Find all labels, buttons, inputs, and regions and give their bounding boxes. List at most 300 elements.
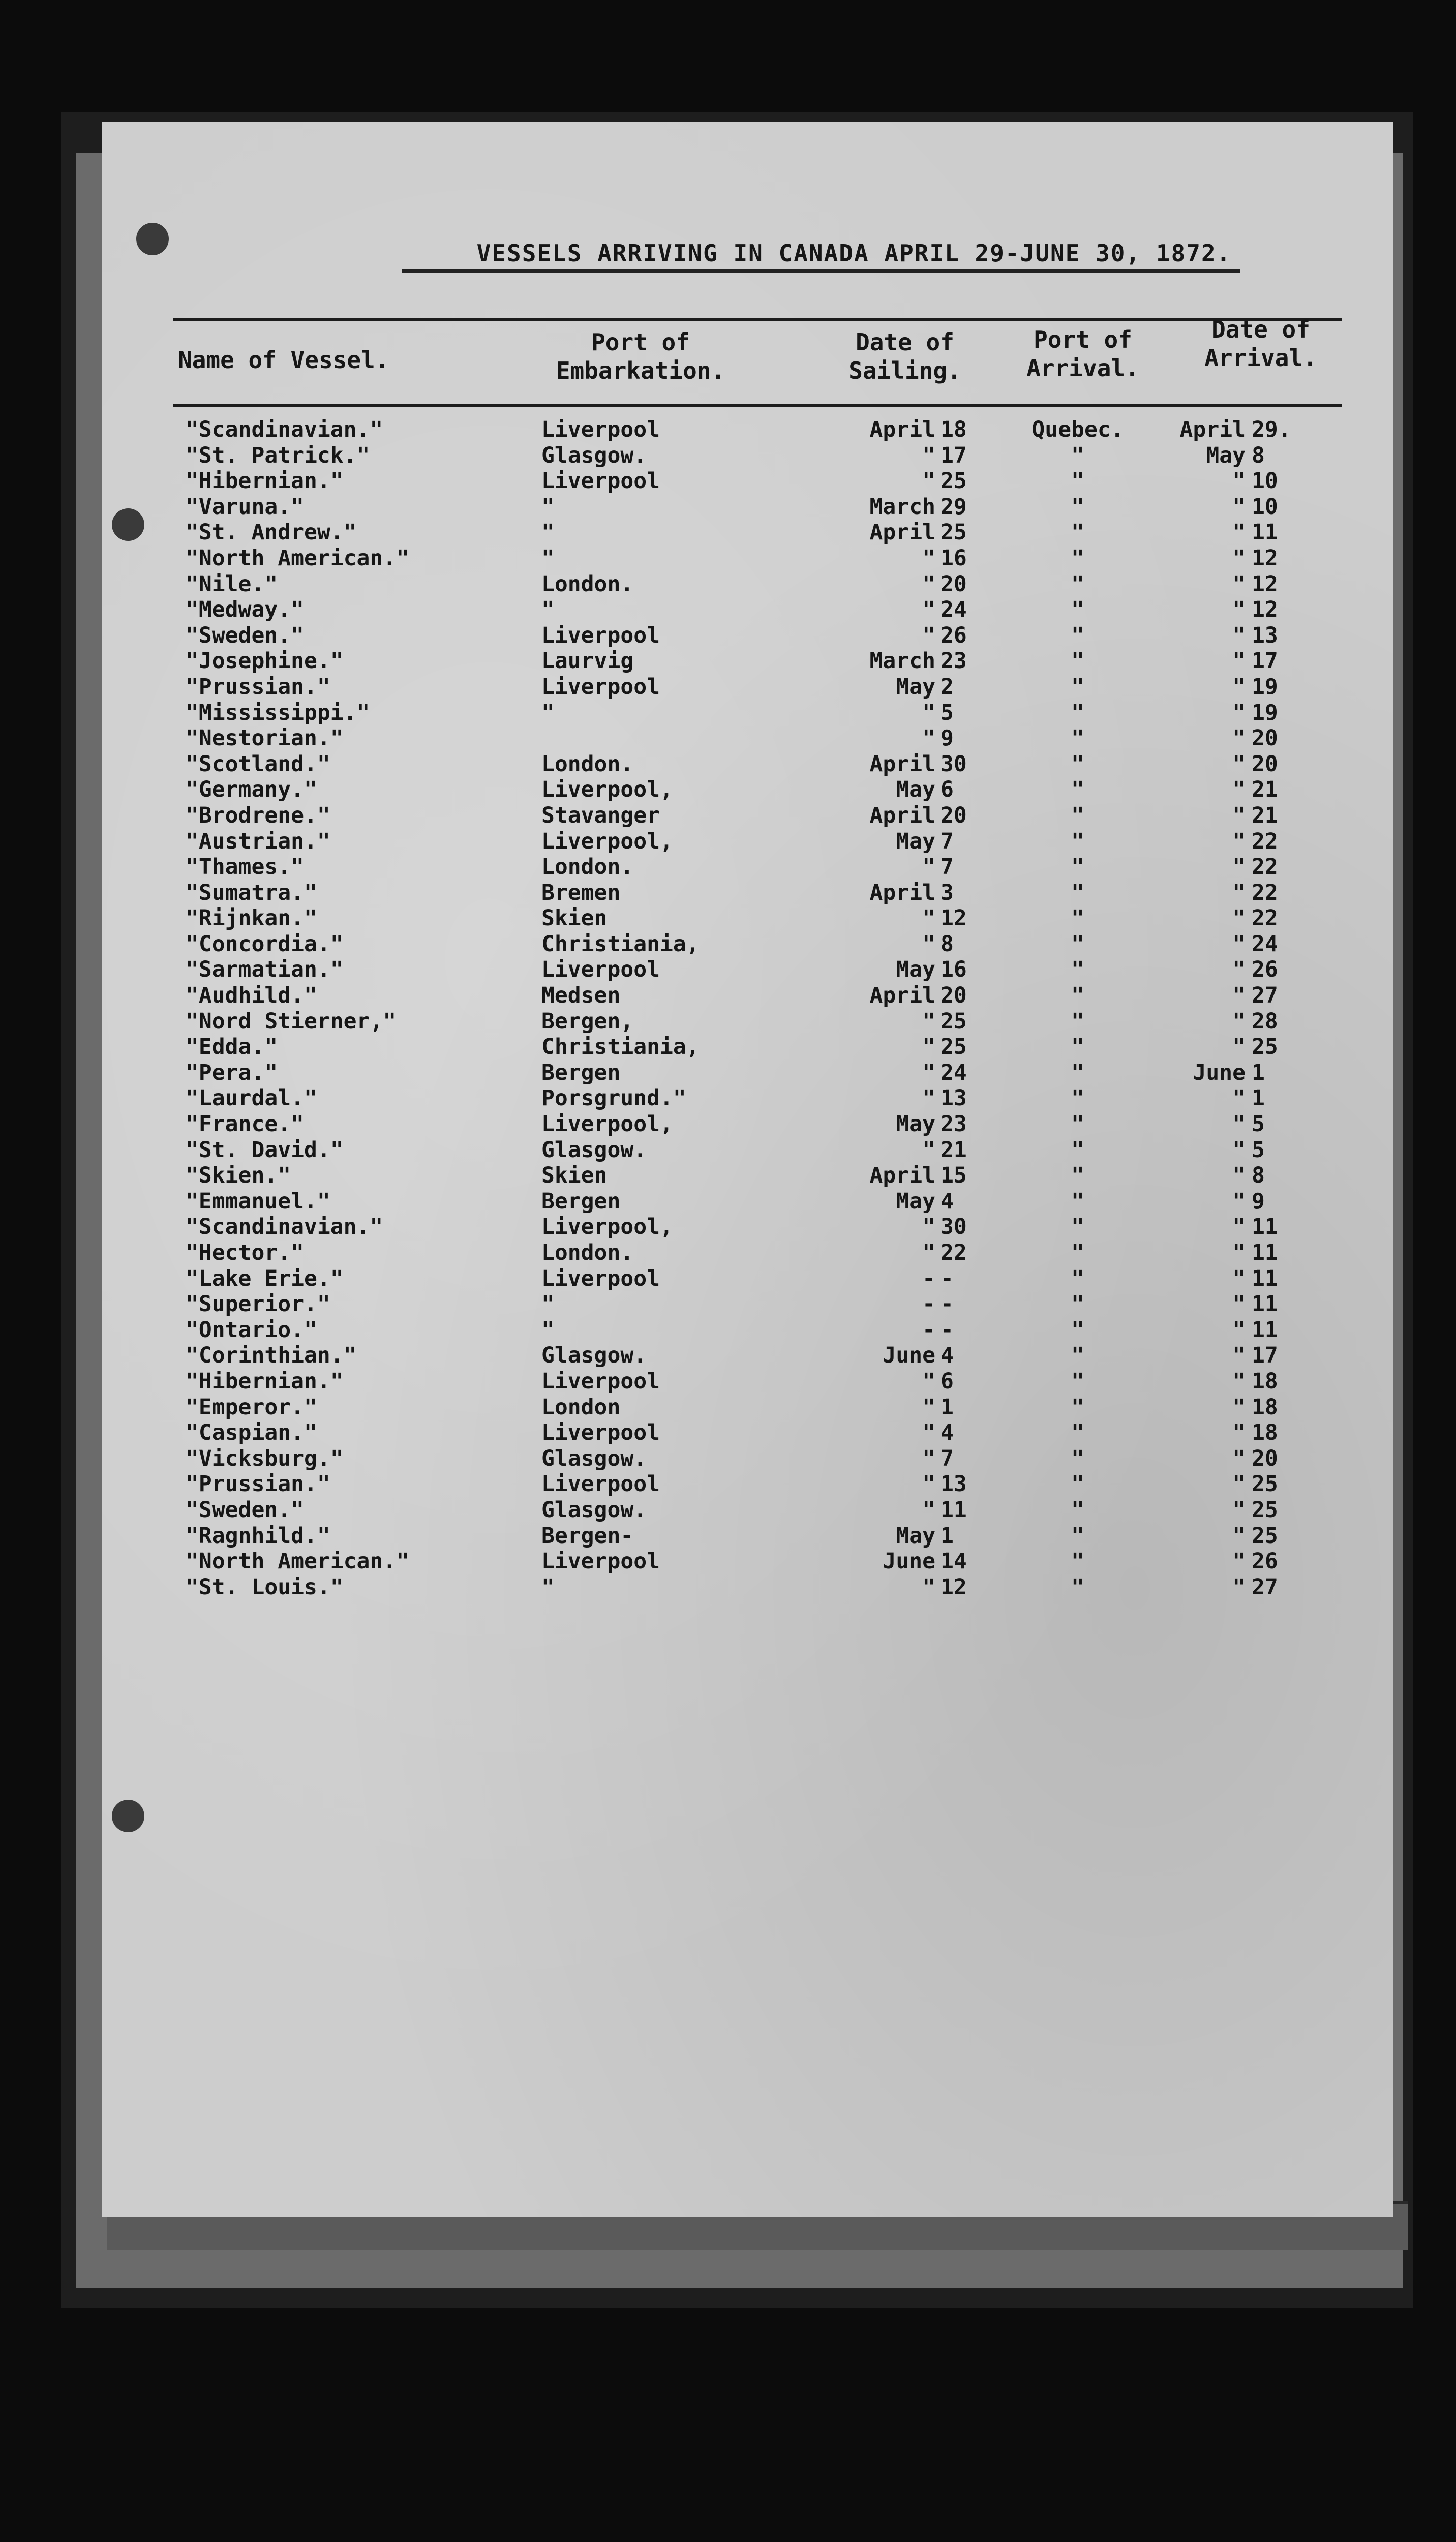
arrival-month: " (1232, 597, 1246, 623)
port-of-arrival: " (1071, 751, 1084, 777)
vessel-name: "St. Andrew." (186, 520, 357, 546)
sailing-day: 25 (941, 520, 967, 546)
sailing-day: 4 (941, 1420, 954, 1446)
arrival-day: 12 (1252, 571, 1278, 597)
vessel-name: "Prussian." (186, 674, 330, 700)
vessel-name: "Laurdal." (186, 1085, 317, 1111)
port-of-arrival: " (1071, 1060, 1084, 1085)
arrival-month: April (1179, 417, 1246, 442)
vessel-name: "Mississippi." (186, 700, 370, 725)
arrival-month: " (1232, 828, 1246, 854)
port-of-embarkation: " (541, 700, 555, 725)
port-of-arrival: " (1071, 1085, 1084, 1111)
vessel-name: "Emmanuel." (186, 1188, 330, 1214)
arrival-month: " (1232, 1497, 1246, 1523)
arrival-month: May (1206, 442, 1246, 468)
vessel-name: "Lake Erie." (186, 1265, 344, 1291)
port-of-arrival: " (1071, 725, 1084, 751)
arrival-month: June (1193, 1060, 1246, 1085)
sailing-day: 11 (941, 1497, 967, 1523)
sailing-month: May (896, 1188, 935, 1214)
sailing-day: 22 (941, 1240, 967, 1265)
arrival-day: 28 (1252, 1008, 1278, 1034)
arrival-month: " (1232, 468, 1246, 494)
port-of-arrival: " (1071, 1445, 1084, 1471)
sailing-day: 24 (941, 597, 967, 623)
port-of-embarkation: " (541, 597, 555, 623)
port-of-arrival: " (1071, 674, 1084, 700)
vessel-name: "Audhild." (186, 983, 317, 1009)
arrival-day: 27 (1252, 1574, 1278, 1600)
table-row (102, 777, 1393, 803)
vessel-name: "Brodrene." (186, 802, 330, 828)
table-row (102, 1291, 1393, 1317)
sailing-day: 20 (941, 983, 967, 1009)
vessel-table (102, 417, 1393, 1600)
sailing-day: 17 (941, 442, 967, 468)
table-row (102, 1214, 1393, 1240)
vessel-name: "North American." (186, 545, 410, 571)
arrival-day: 11 (1252, 1240, 1278, 1265)
port-of-arrival: " (1071, 1549, 1084, 1575)
port-of-embarkation: Glasgow. (541, 1497, 647, 1523)
arrival-day: 24 (1252, 931, 1278, 957)
port-of-arrival: " (1071, 622, 1084, 648)
vessel-name: "Skien." (186, 1163, 291, 1189)
arrival-month: " (1232, 880, 1246, 905)
sailing-day: 26 (941, 622, 967, 648)
port-of-arrival: " (1071, 1523, 1084, 1549)
port-of-arrival: " (1071, 1574, 1084, 1600)
port-of-arrival: " (1071, 494, 1084, 520)
table-row (102, 751, 1393, 777)
vessel-name: "Pera." (186, 1060, 278, 1085)
port-of-arrival: " (1071, 983, 1084, 1009)
arrival-day: 20 (1252, 751, 1278, 777)
vessel-name: "Ragnhild." (186, 1523, 330, 1549)
vessel-name: "Superior." (186, 1291, 330, 1317)
table-row (102, 443, 1393, 469)
table-row (102, 829, 1393, 855)
port-of-embarkation: Bremen (541, 880, 621, 905)
arrival-month: " (1232, 1420, 1246, 1446)
arrival-day: 11 (1252, 1214, 1278, 1240)
sailing-day: 30 (941, 751, 967, 777)
port-of-arrival: Quebec. (1032, 417, 1124, 442)
table-row (102, 983, 1393, 1009)
arrival-day: 22 (1252, 854, 1278, 880)
table-row (102, 880, 1393, 906)
sailing-month: June (883, 1343, 935, 1369)
arrival-month: " (1232, 1343, 1246, 1369)
sailing-day: - (941, 1317, 954, 1343)
table-row (102, 854, 1393, 880)
sailing-day: 25 (941, 1034, 967, 1060)
port-of-embarkation: Porsgrund." (541, 1085, 686, 1111)
port-of-arrival: " (1071, 1240, 1084, 1265)
arrival-month: " (1232, 1034, 1246, 1060)
sailing-month: " (922, 571, 935, 597)
arrival-month: " (1232, 674, 1246, 700)
sailing-month: - (922, 1265, 935, 1291)
port-of-arrival: " (1071, 1420, 1084, 1446)
header-bottom-rule (173, 404, 1342, 407)
port-of-arrival: " (1071, 854, 1084, 880)
sailing-day: 20 (941, 802, 967, 828)
arrival-month: " (1232, 648, 1246, 674)
arrival-month: " (1232, 1523, 1246, 1549)
arrival-month: " (1232, 777, 1246, 803)
arrival-month: " (1232, 802, 1246, 828)
port-of-arrival: " (1071, 1034, 1084, 1060)
port-of-embarkation: Liverpool, (541, 1214, 673, 1240)
port-of-arrival: " (1071, 1394, 1084, 1420)
port-of-embarkation: Bergen (541, 1188, 621, 1214)
vessel-name: "Corinthian." (186, 1343, 357, 1369)
table-row (102, 1575, 1393, 1600)
title-underline (402, 269, 1240, 273)
vessel-name: "Rijnkan." (186, 905, 317, 931)
port-of-embarkation: London (541, 1394, 621, 1420)
arrival-month: " (1232, 1085, 1246, 1111)
port-of-arrival: " (1071, 1497, 1084, 1523)
port-of-arrival: " (1071, 931, 1084, 957)
arrival-day: 11 (1252, 1291, 1278, 1317)
port-of-arrival: " (1071, 700, 1084, 725)
vessel-name: "Scandinavian." (186, 417, 383, 442)
port-of-embarkation: Liverpool (541, 957, 660, 983)
vessel-name: "Ontario." (186, 1317, 317, 1343)
arrival-month: " (1232, 751, 1246, 777)
sailing-month: " (922, 725, 935, 751)
sailing-day: 15 (941, 1163, 967, 1189)
port-of-embarkation: Liverpool (541, 1420, 660, 1446)
sailing-day: 1 (941, 1523, 954, 1549)
port-of-embarkation: Glasgow. (541, 1343, 647, 1369)
header-vessel: Name of Vessel. (178, 346, 389, 374)
sailing-month: " (922, 1060, 935, 1085)
sailing-day: 16 (941, 545, 967, 571)
port-of-embarkation: Christiania, (541, 1034, 700, 1060)
arrival-month: " (1232, 1265, 1246, 1291)
sailing-month: " (922, 931, 935, 957)
vessel-name: "Hibernian." (186, 1368, 344, 1394)
vessel-name: "Sarmatian." (186, 957, 344, 983)
port-of-embarkation: Medsen (541, 983, 621, 1009)
sailing-day: 12 (941, 1574, 967, 1600)
table-row (102, 1189, 1393, 1215)
sailing-day: 30 (941, 1214, 967, 1240)
table-row (102, 571, 1393, 597)
sailing-day: 13 (941, 1471, 967, 1497)
port-of-arrival: " (1071, 1291, 1084, 1317)
port-of-arrival: " (1071, 905, 1084, 931)
port-of-embarkation: Liverpool, (541, 828, 673, 854)
arrival-day: 25 (1252, 1523, 1278, 1549)
header-top-rule (173, 318, 1342, 321)
table-row (102, 905, 1393, 931)
arrival-day: 11 (1252, 1317, 1278, 1343)
sailing-month: " (922, 1214, 935, 1240)
punch-hole-bottom (112, 1800, 144, 1832)
arrival-day: 21 (1252, 802, 1278, 828)
port-of-arrival: " (1071, 597, 1084, 623)
vessel-name: "Sumatra." (186, 880, 317, 905)
sailing-day: 9 (941, 725, 954, 751)
vessel-name: "Caspian." (186, 1420, 317, 1446)
sailing-month: - (922, 1317, 935, 1343)
sailing-month: April (869, 751, 935, 777)
table-row (102, 931, 1393, 957)
arrival-day: 26 (1252, 1549, 1278, 1575)
sailing-month: May (896, 1523, 935, 1549)
arrival-month: " (1232, 571, 1246, 597)
table-row (102, 1137, 1393, 1163)
sailing-day: 24 (941, 1060, 967, 1085)
table-row (102, 700, 1393, 726)
table-row (102, 468, 1393, 494)
vessel-name: "Medway." (186, 597, 304, 623)
table-row (102, 1471, 1393, 1497)
arrival-day: 11 (1252, 1265, 1278, 1291)
port-of-embarkation: Skien (541, 905, 608, 931)
port-of-embarkation: Liverpool (541, 1368, 660, 1394)
sailing-day: 4 (941, 1188, 954, 1214)
port-of-embarkation: Christiania, (541, 931, 700, 957)
port-of-arrival: " (1071, 1137, 1084, 1163)
arrival-day: 25 (1252, 1471, 1278, 1497)
sailing-month: March (869, 494, 935, 520)
table-row (102, 1111, 1393, 1137)
vessel-name: "St. David." (186, 1137, 344, 1163)
arrival-month: " (1232, 700, 1246, 725)
sailing-month: " (922, 1420, 935, 1446)
table-row (102, 1369, 1393, 1395)
vessel-name: "Scandinavian." (186, 1214, 383, 1240)
vessel-name: "Nord Stierner," (186, 1008, 397, 1034)
sailing-month: April (869, 802, 935, 828)
vessel-name: "St. Louis." (186, 1574, 344, 1600)
table-row (102, 957, 1393, 983)
sailing-month: May (896, 1111, 935, 1137)
port-of-embarkation: Liverpool (541, 674, 660, 700)
sailing-day: 20 (941, 571, 967, 597)
sailing-month: May (896, 828, 935, 854)
port-of-arrival: " (1071, 1188, 1084, 1214)
vessel-name: "Austrian." (186, 828, 330, 854)
arrival-day: 20 (1252, 1445, 1278, 1471)
arrival-day: 5 (1252, 1137, 1265, 1163)
arrival-month: " (1232, 545, 1246, 571)
sailing-month: " (922, 1368, 935, 1394)
table-row (102, 1446, 1393, 1472)
header-date-sailing: Date of Sailing. (848, 328, 961, 384)
port-of-embarkation: Stavanger (541, 802, 660, 828)
vessel-name: "Emperor." (186, 1394, 317, 1420)
vessel-name: "Nile." (186, 571, 278, 597)
port-of-arrival: " (1071, 1163, 1084, 1189)
sailing-month: April (869, 1163, 935, 1189)
port-of-arrival: " (1071, 828, 1084, 854)
table-row (102, 1523, 1393, 1549)
vessel-name: "Hector." (186, 1240, 304, 1265)
table-row (102, 674, 1393, 700)
sailing-month: " (922, 854, 935, 880)
sailing-month: " (922, 1085, 935, 1111)
sailing-day: 8 (941, 931, 954, 957)
table-row (102, 623, 1393, 649)
vessel-name: "Prussian." (186, 1471, 330, 1497)
arrival-day: 12 (1252, 597, 1278, 623)
arrival-month: " (1232, 1163, 1246, 1189)
port-of-embarkation: London. (541, 1240, 634, 1265)
sailing-day: 29 (941, 494, 967, 520)
arrival-month: " (1232, 1394, 1246, 1420)
port-of-arrival: " (1071, 1317, 1084, 1343)
port-of-embarkation: Skien (541, 1163, 608, 1189)
vessel-name: "North American." (186, 1549, 410, 1575)
sailing-month: " (922, 1034, 935, 1060)
sailing-day: 7 (941, 1445, 954, 1471)
table-row (102, 1549, 1393, 1575)
table-row (102, 520, 1393, 546)
sailing-month: " (922, 468, 935, 494)
sailing-day: - (941, 1265, 954, 1291)
arrival-month: " (1232, 1317, 1246, 1343)
arrival-month: " (1232, 854, 1246, 880)
arrival-day: 29. (1252, 417, 1291, 442)
sailing-month: April (869, 880, 935, 905)
arrival-day: 17 (1252, 1343, 1278, 1369)
arrival-month: " (1232, 1549, 1246, 1575)
sailing-day: 23 (941, 1111, 967, 1137)
port-of-embarkation: Glasgow. (541, 442, 647, 468)
sailing-day: 6 (941, 1368, 954, 1394)
sailing-month: " (922, 1471, 935, 1497)
sailing-month: " (922, 1137, 935, 1163)
table-row (102, 1317, 1393, 1343)
sailing-day: 21 (941, 1137, 967, 1163)
port-of-arrival: " (1071, 1343, 1084, 1369)
sailing-month: " (922, 1394, 935, 1420)
sailing-day: - (941, 1291, 954, 1317)
vessel-name: "Scotland." (186, 751, 330, 777)
punch-hole-top (136, 223, 169, 255)
table-row (102, 494, 1393, 520)
sailing-month: " (922, 700, 935, 725)
arrival-day: 17 (1252, 648, 1278, 674)
sailing-day: 25 (941, 468, 967, 494)
vessel-name: "St. Patrick." (186, 442, 370, 468)
sailing-month: " (922, 905, 935, 931)
arrival-month: " (1232, 1240, 1246, 1265)
arrival-day: 11 (1252, 520, 1278, 546)
arrival-day: 18 (1252, 1420, 1278, 1446)
port-of-embarkation: Liverpool, (541, 1111, 673, 1137)
sailing-day: 3 (941, 880, 954, 905)
sailing-month: March (869, 648, 935, 674)
table-row (102, 597, 1393, 623)
port-of-embarkation: Liverpool (541, 1471, 660, 1497)
arrival-day: 18 (1252, 1394, 1278, 1420)
sailing-month: " (922, 545, 935, 571)
sailing-day: 14 (941, 1549, 967, 1575)
sailing-month: April (869, 983, 935, 1009)
arrival-month: " (1232, 931, 1246, 957)
table-row (102, 546, 1393, 571)
document-title: VESSELS ARRIVING IN CANADA APRIL 29-JUNE 30, 1872. (476, 239, 1232, 267)
sailing-day: 18 (941, 417, 967, 442)
arrival-month: " (1232, 983, 1246, 1009)
sailing-month: June (883, 1549, 935, 1575)
arrival-day: 22 (1252, 828, 1278, 854)
arrival-day: 8 (1252, 442, 1265, 468)
arrival-month: " (1232, 520, 1246, 546)
sailing-month: May (896, 957, 935, 983)
vessel-name: "Varuna." (186, 494, 304, 520)
port-of-embarkation: " (541, 1291, 555, 1317)
arrival-month: " (1232, 905, 1246, 931)
header-port-arrival: Port of Arrival. (1026, 326, 1139, 382)
table-row (102, 1420, 1393, 1446)
port-of-arrival: " (1071, 1214, 1084, 1240)
sailing-day: 25 (941, 1008, 967, 1034)
port-of-arrival: " (1071, 777, 1084, 803)
arrival-month: " (1232, 1111, 1246, 1137)
vessel-name: "Edda." (186, 1034, 278, 1060)
vessel-name: "Germany." (186, 777, 317, 803)
header-date-arrival: Date of Arrival. (1204, 316, 1317, 372)
arrival-day: 26 (1252, 957, 1278, 983)
sailing-day: 4 (941, 1343, 954, 1369)
port-of-embarkation: " (541, 494, 555, 520)
port-of-embarkation: Bergen (541, 1060, 621, 1085)
table-row (102, 803, 1393, 829)
table-row (102, 1343, 1393, 1369)
arrival-month: " (1232, 1471, 1246, 1497)
arrival-day: 27 (1252, 983, 1278, 1009)
vessel-name: "Vicksburg." (186, 1445, 344, 1471)
port-of-embarkation: Liverpool (541, 1265, 660, 1291)
arrival-month: " (1232, 1291, 1246, 1317)
arrival-day: 1 (1252, 1060, 1265, 1085)
arrival-month: " (1232, 494, 1246, 520)
arrival-day: 13 (1252, 622, 1278, 648)
arrival-day: 1 (1252, 1085, 1265, 1111)
sailing-month: - (922, 1291, 935, 1317)
port-of-arrival: " (1071, 1368, 1084, 1394)
port-of-embarkation: Bergen- (541, 1523, 634, 1549)
sailing-month: " (922, 1574, 935, 1600)
port-of-embarkation: London. (541, 751, 634, 777)
port-of-arrival: " (1071, 468, 1084, 494)
port-of-arrival: " (1071, 1111, 1084, 1137)
arrival-day: 18 (1252, 1368, 1278, 1394)
table-row (102, 1034, 1393, 1060)
port-of-arrival: " (1071, 648, 1084, 674)
sailing-day: 2 (941, 674, 954, 700)
table-row (102, 1497, 1393, 1523)
sailing-day: 23 (941, 648, 967, 674)
document-page (102, 122, 1393, 2217)
port-of-embarkation: " (541, 545, 555, 571)
arrival-day: 5 (1252, 1111, 1265, 1137)
sailing-month: " (922, 1445, 935, 1471)
table-row (102, 1060, 1393, 1086)
table-row (102, 1085, 1393, 1111)
port-of-embarkation: " (541, 1574, 555, 1600)
table-row (102, 1266, 1393, 1292)
